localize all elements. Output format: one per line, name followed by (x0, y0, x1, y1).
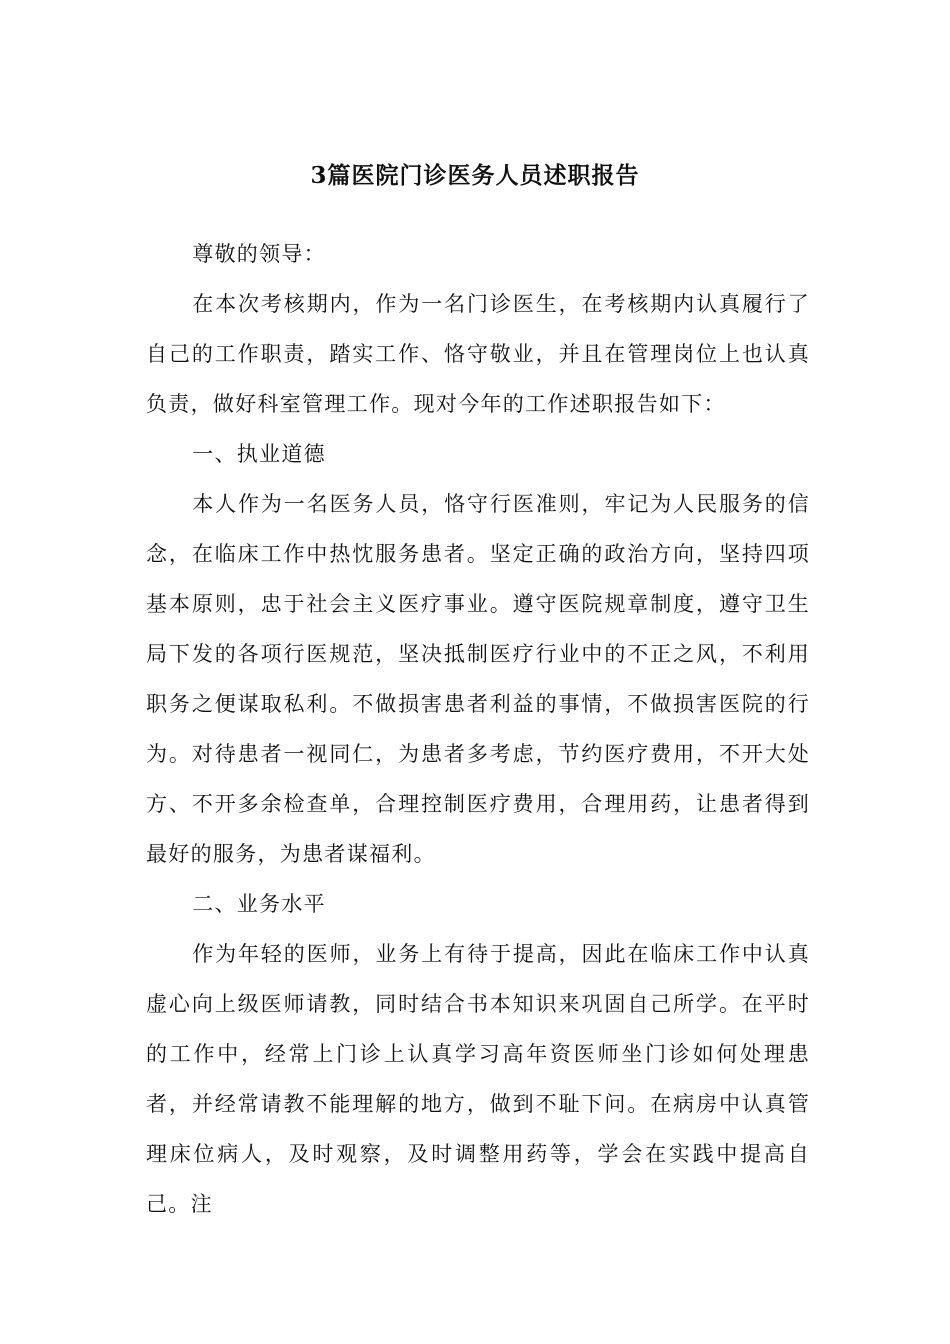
section-heading-skills: 二、业务水平 (192, 892, 326, 916)
section-heading-ethics: 一、执业道德 (192, 442, 326, 466)
salutation: 尊敬的领导： (192, 242, 326, 266)
document-title: 3篇医院门诊医务人员述职报告 (310, 162, 640, 189)
intro-paragraph: 在本次考核期内，作为一名门诊医生，在考核期内认真履行了自己的工作职责，踏实工作、恪守敬业，并且在管理岗位上也认真负责，做好科室管理工作。现对今年的工作述职报告如下： (146, 292, 810, 416)
skills-paragraph: 作为年轻的医师，业务上有待于提高，因此在临床工作中认真虚心向上级医师请教，同时结合书本知识来巩固自己所学。在平时的工作中，经常上门诊上认真学习高年资医师坐门诊如何处理患者，并经常请教不能理解的地方，做到不耻下问。在病房中认真管理床位病人，及时观察，及时调整用药等，学会在实践中提高自己。注 (146, 942, 810, 1216)
ethics-paragraph: 本人作为一名医务人员，恪守行医准则，牢记为人民服务的信念，在临床工作中热忱服务患者。坚定正确的政治方向，坚持四项基本原则，忠于社会主义医疗事业。遵守医院规章制度，遵守卫生局下发的各项行医规范，坚决抵制医疗行业中的不正之风，不利用职务之便谋取私利。不做损害患者利益的事情，不做损害医院的行为。对待患者一视同仁，为患者多考虑，节约医疗费用，不开大处方、不开多余检查单，合理控制医疗费用，合理用药，让患者得到最好的服务，为患者谋福利。 (146, 492, 810, 866)
document-body (146, 229, 810, 1229)
